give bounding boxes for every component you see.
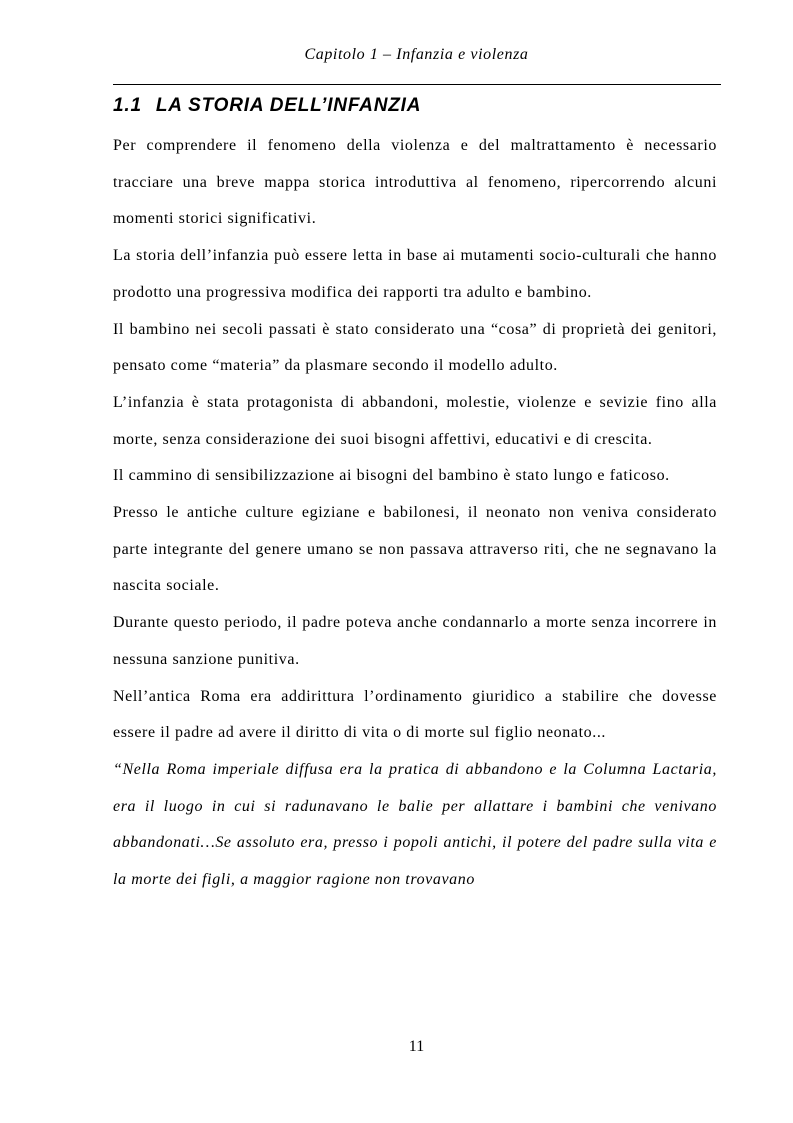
paragraph-4: L’infanzia è stata protagonista di abbandoni, molestie, violenze e sevizie fino alla morte, senza considerazione dei suoi bisogni affettivi, educativi e di crescita.	[113, 393, 717, 448]
paragraph-8: Nell’antica Roma era addirittura l’ordinamento giuridico a stabilire che dovesse essere il padre ad avere il diritto di vita o di morte sul figlio neonato...	[113, 687, 717, 742]
block-quote: “Nella Roma imperiale diffusa era la pratica di abbandono e la Columna Lactaria, era il luogo in cui si radunavano le balie per allattare i bambini che venivano abbandonati…Se assoluto era, presso i popoli antichi, il potere del padre sulla vita e la morte dei figli, a maggior ragione non trovavano	[113, 760, 717, 889]
section-title-text: LA STORIA DELL’INFANZIA	[155, 95, 422, 116]
running-header: Capitolo 1 – Infanzia e violenza	[304, 46, 529, 63]
paragraph-2: La storia dell’infanzia può essere letta in base ai mutamenti socio-culturali che hanno prodotto una progressiva modifica dei rapporti tra adulto e bambino.	[113, 247, 717, 301]
section-number: 1.1	[113, 95, 142, 116]
paragraph-5: Il cammino di sensibilizzazione ai bisogni del bambino è stato lungo e faticoso.	[113, 467, 670, 485]
paragraph-3: Il bambino nei secoli passati è stato considerato una “cosa” di proprietà dei genitori, pensato come “materia” da plasmare secondo il modello adulto.	[113, 320, 717, 375]
paragraph-7: Durante questo periodo, il padre poteva anche condannarlo a morte senza incorrere in nessuna sanzione punitiva.	[113, 614, 717, 668]
paragraph-1: Per comprendere il fenomeno della violenza e del maltrattamento è necessario tracciare una breve mappa storica introduttiva al fenomeno, ripercorrendo alcuni momenti storici significativi.	[113, 137, 717, 228]
section-title	[113, 93, 421, 119]
page-number: 11	[408, 1038, 425, 1055]
body-text	[113, 128, 717, 899]
paragraph-6: Presso le antiche culture egiziane e babilonesi, il neonato non veniva considerato parte integrante del genere umano se non passava attraverso riti, che ne segnavano la nascita sociale.	[113, 504, 717, 595]
header-rule	[113, 84, 721, 85]
